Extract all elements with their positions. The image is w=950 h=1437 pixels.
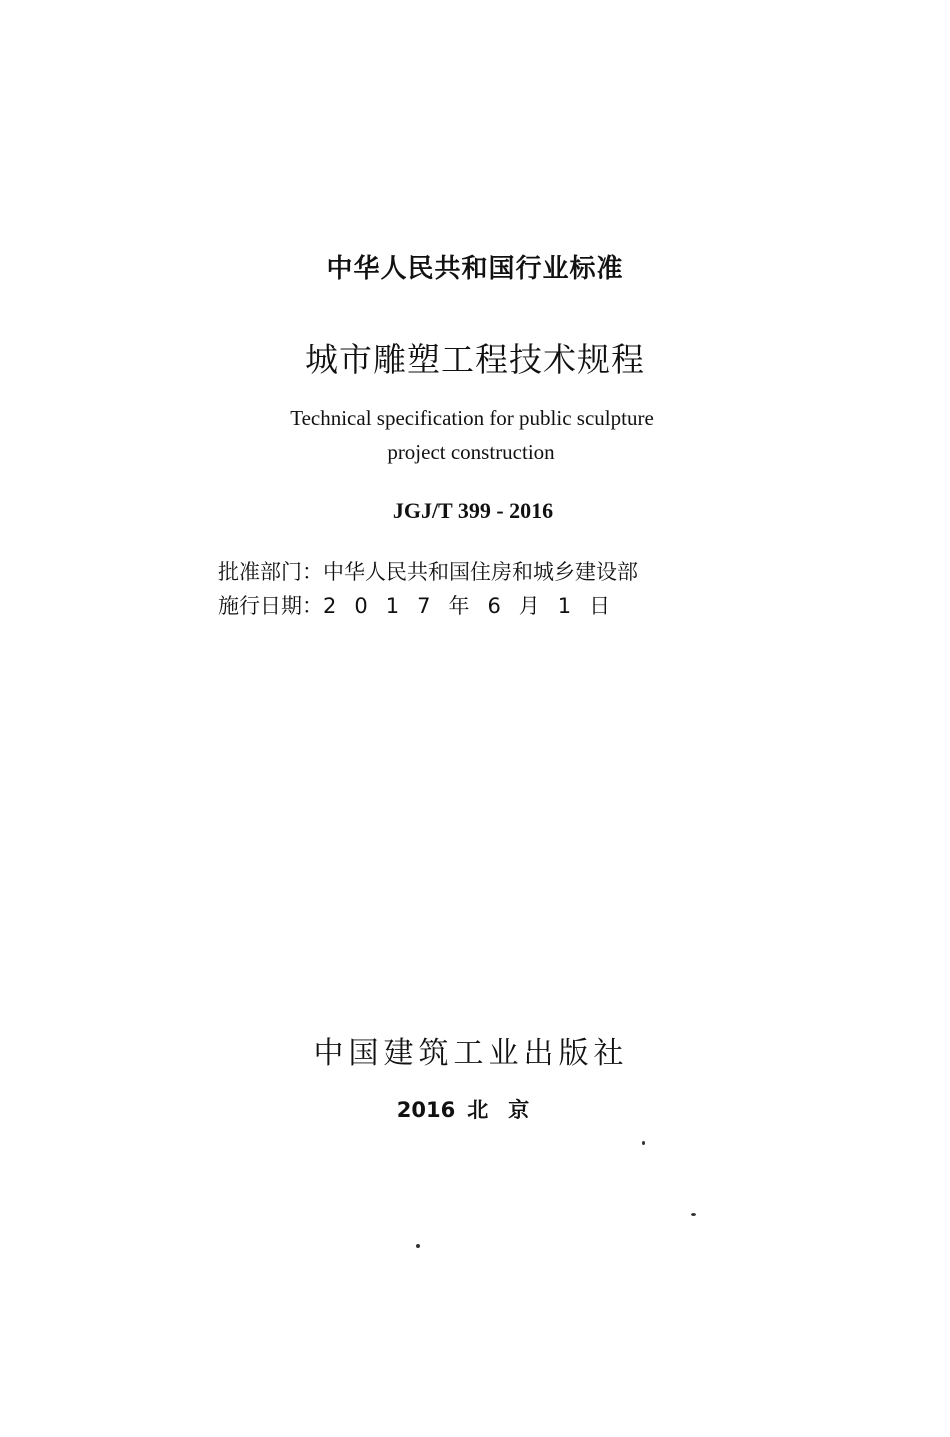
approval-value: 中华人民共和国住房和城乡建设部 [323,560,638,584]
approval-label: 批准部门： [218,560,323,584]
title-english-line1: Technical specification for public sculpture [290,406,654,430]
standard-series-heading: 中华人民共和国行业标准 [326,254,624,284]
standard-code: JGJ/T 399 - 2016 [392,498,554,523]
effective-label: 施行日期： [218,594,323,618]
title-english-line2: project construction [387,440,555,464]
effective-value: 2017年6月1日 [323,594,629,618]
scan-speck [642,1141,645,1145]
effective-date [218,590,628,620]
scan-speck [691,1213,696,1216]
title-chinese: 城市雕塑工程技术规程 [305,340,645,379]
approval-department [218,556,638,586]
publisher-name: 中国建筑工业出版社 [313,1036,629,1071]
publication-place [0,1094,948,1124]
publication-city: 北京 [467,1098,550,1122]
scan-speck [416,1244,420,1248]
publication-year: 2016 [396,1098,456,1122]
